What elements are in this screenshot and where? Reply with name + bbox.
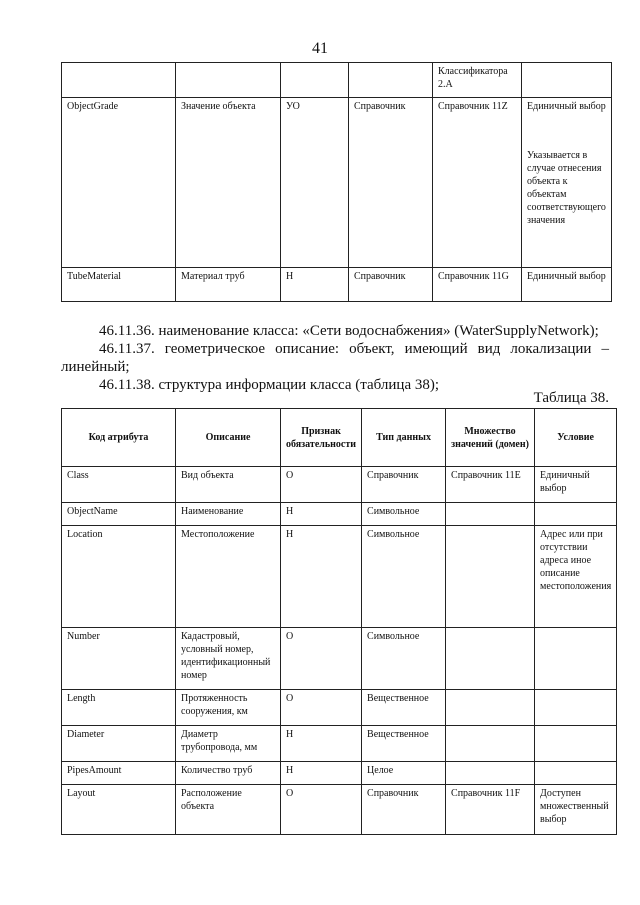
attribute-table-continued [61,62,612,302]
table-cell: Справочник [362,785,446,835]
column-header: Множество значений (домен) [446,409,535,467]
table-cell: Н [281,762,362,785]
table-row [62,785,617,835]
table-row [62,503,617,526]
table-cell [281,63,349,98]
table-cell-condition [522,98,612,268]
table-cell: Length [62,690,176,726]
table-cell [446,503,535,526]
table-cell: Протяженность сооружения, км [176,690,281,726]
table-cell: Символьное [362,628,446,690]
table-cell [522,63,612,98]
table-cell [535,503,617,526]
table-cell: ObjectName [62,503,176,526]
table-cell: Адрес или при отсутствии адреса иное описание местоположения [535,526,617,628]
condition-text: Единичный выбор [527,101,606,112]
table-cell: Единичный выбор [535,467,617,503]
table-cell: Доступен множественный выбор [535,785,617,835]
page-number: 41 [312,40,328,57]
paragraph-structure: 46.11.38. структура информации класса (таблица 38); [99,377,440,393]
table-38 [61,408,617,835]
table-cell [446,628,535,690]
table-row [62,726,617,762]
column-header: Код атрибута [62,409,176,467]
table-cell: Layout [62,785,176,835]
table-cell: О [281,467,362,503]
table-cell: Class [62,467,176,503]
table-row [62,628,617,690]
table-cell [535,726,617,762]
table-cell [349,63,433,98]
table-cell: Символьное [362,526,446,628]
table-cell: О [281,628,362,690]
table-cell: ObjectGrade [62,98,176,268]
table-cell: Справочник 11Е [446,467,535,503]
table-cell: Местоположение [176,526,281,628]
table-cell: Количество труб [176,762,281,785]
table-cell: Н [281,726,362,762]
condition-note: Указывается в случае отнесения объекта к объектам соответствующего значения [527,150,606,226]
table-cell: Н [281,526,362,628]
table-cell: Классификатора 2.А [433,63,522,98]
table-cell: Н [281,268,349,302]
table-caption: Таблица 38. [533,390,609,406]
table-row [62,690,617,726]
table-row [62,526,617,628]
table-cell: Справочник 11F [446,785,535,835]
table-cell: Справочник [349,268,433,302]
paragraph-geometry-cont: линейный; [61,359,130,375]
table-cell: Значение объекта [176,98,281,268]
column-header: Условие [535,409,617,467]
table-cell: Справочник [349,98,433,268]
table-row [62,63,612,98]
paragraph-geometry: 46.11.37. геометрическое описание: объект, имеющий вид локализации – [99,341,609,357]
table-cell: О [281,785,362,835]
paragraph-class-name: 46.11.36. наименование класса: «Сети водоснабжения» (WaterSupplyNetwork); [99,323,599,339]
column-header: Описание [176,409,281,467]
table-cell [535,628,617,690]
table-row [62,268,612,302]
table-cell [446,690,535,726]
table-cell: PipesAmount [62,762,176,785]
table-cell [446,526,535,628]
table-cell: Вид объекта [176,467,281,503]
table-cell: TubeMaterial [62,268,176,302]
table-row [62,98,612,268]
table-cell: Справочник 11Z [433,98,522,268]
table-cell [176,63,281,98]
table-cell: Наименование [176,503,281,526]
column-header: Тип данных [362,409,446,467]
table-cell: Вещественное [362,690,446,726]
table-cell: Справочник 11G [433,268,522,302]
table-cell [446,762,535,785]
table-cell: Вещественное [362,726,446,762]
table-cell [446,726,535,762]
column-header: Признак обязательности [281,409,362,467]
table-cell [62,63,176,98]
table-cell: Справочник [362,467,446,503]
table-cell: Диаметр трубопровода, мм [176,726,281,762]
table-cell: Location [62,526,176,628]
table-row [62,467,617,503]
table-cell: Материал труб [176,268,281,302]
table-cell [535,762,617,785]
table-cell: О [281,690,362,726]
table-cell [535,690,617,726]
table-cell: Number [62,628,176,690]
table-cell: Diameter [62,726,176,762]
table-cell: УО [281,98,349,268]
table-row [62,762,617,785]
table-header-row [62,409,617,467]
table-cell: Символьное [362,503,446,526]
table-cell: Целое [362,762,446,785]
table-cell: Кадастровый, условный номер, идентификационный номер [176,628,281,690]
table-cell: Н [281,503,362,526]
table-cell: Расположение объекта [176,785,281,835]
table-cell: Единичный выбор [522,268,612,302]
